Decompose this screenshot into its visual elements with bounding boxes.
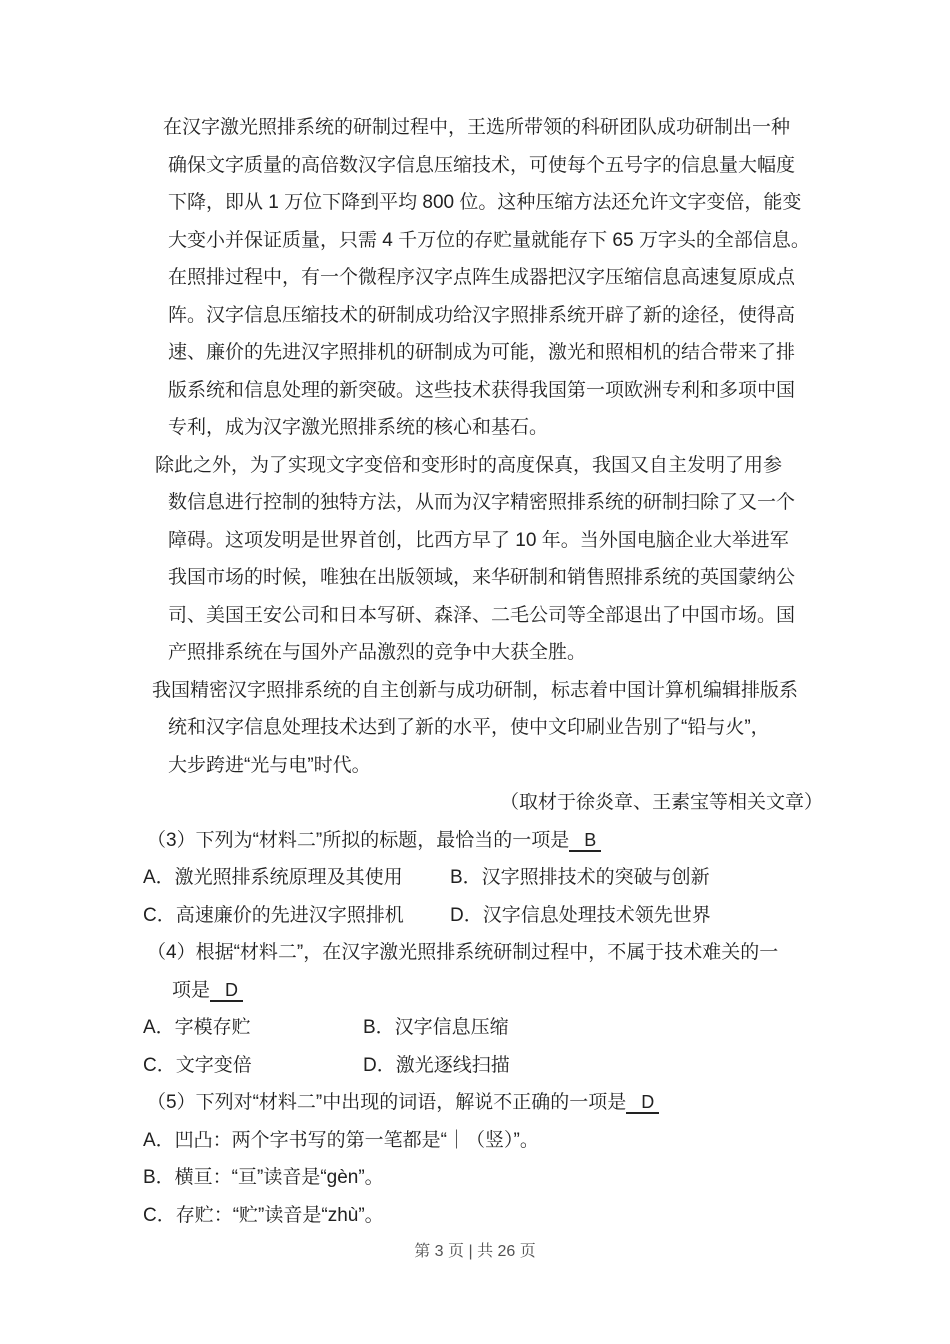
- option: B．汉字照排技术的突破与创新: [450, 867, 710, 888]
- page-indicator: 第 3 页 | 共 26 页: [414, 1243, 536, 1260]
- option: D．汉字信息处理技术领先世界: [450, 904, 711, 926]
- questions-section: [143, 822, 873, 1235]
- document-page: [0, 109, 950, 1234]
- option-row: [143, 1197, 873, 1235]
- option: B．横亘：“亘”读音是“gèn”。: [143, 1167, 384, 1188]
- text-line: 版系统和信息处理的新突破。这些技术获得我国第一项欧洲专利和多项中国: [168, 379, 796, 401]
- question: [143, 1084, 873, 1234]
- text-line: 产照排系统在与国外产品激烈的竞争中大获全胜。: [168, 642, 587, 663]
- text-line: 统和汉字信息处理技术达到了新的水平，使中文印刷业告别了“铅与火”，: [168, 717, 770, 738]
- text-line: 障碍。这项发明是世界首创，比西方早了 10 年。当外国电脑企业大举进军: [168, 529, 789, 551]
- text-line: 下降，即从 1 万位下降到平均 800 位。这种压缩方法还允许文字变倍，能变: [168, 192, 802, 213]
- text-line: 大变小并保证质量，只需 4 千万位的存贮量就能存下 65 万字头的全部信息。: [168, 229, 810, 251]
- option: A．激光照排系统原理及其使用: [143, 867, 403, 888]
- question-stem: [143, 1084, 873, 1122]
- option: C．文字变倍: [143, 1054, 252, 1076]
- option-row: [143, 1159, 873, 1197]
- text-line: 我国精密汉字照排系统的自主创新与成功研制，标志着中国计算机编辑排版系: [152, 679, 799, 701]
- paragraph: [155, 447, 868, 672]
- answer-blank: D: [210, 980, 243, 1002]
- question-stem: [143, 972, 873, 1010]
- text-line: 阵。汉字信息压缩技术的研制成功给汉字照排系统开辟了新的途径，使得高: [168, 304, 796, 326]
- text-line: 确保文字质量的高倍数汉字信息压缩技术，可使每个五号字的信息量大幅度: [168, 154, 796, 176]
- text-line: 专利，成为汉字激光照排系统的核心和基石。: [168, 417, 549, 438]
- material-text: [152, 109, 868, 822]
- option: C．高速廉价的先进汉字照排机: [143, 904, 404, 926]
- answer-blank: D: [626, 1092, 659, 1114]
- text-line: 速、廉价的先进汉字照排机的研制成为可能，激光和照相机的结合带来了排: [168, 342, 796, 363]
- question-stem: [143, 934, 873, 972]
- option-row: [143, 897, 873, 935]
- text-line: 除此之外，为了实现文字变倍和变形时的高度保真，我国又自主发明了用参: [155, 454, 783, 476]
- option: D．激光逐线扫描: [363, 1054, 510, 1076]
- paragraph: [152, 672, 868, 785]
- option: B．汉字信息压缩: [363, 1017, 509, 1038]
- paragraph: [163, 109, 868, 447]
- text-line: 数信息进行控制的独特方法，从而为汉字精密照排系统的研制扫除了又一个: [168, 492, 796, 513]
- source-attribution: （取材于徐炎章、王素宝等相关文章）: [499, 792, 823, 813]
- question-stem-text: （5）下列对“材料二”中出现的词语，解说不正确的一项是: [147, 1092, 627, 1113]
- answer-blank: B: [569, 830, 601, 852]
- question: [143, 822, 873, 935]
- text-line: 大步跨进“光与电”时代。: [168, 754, 371, 776]
- text-line: 司、美国王安公司和日本写研、森泽、二毛公司等全部退出了中国市场。国: [168, 604, 796, 626]
- question-stem-text: 项是: [172, 979, 211, 1001]
- option-row: [143, 1047, 873, 1085]
- material-paragraphs: [152, 109, 868, 784]
- option: A．字模存贮: [143, 1017, 251, 1038]
- option-row: [143, 859, 873, 897]
- option: A．凹凸：两个字书写的第一笔都是“｜（竖）”。: [143, 1129, 539, 1151]
- option-row: [143, 1009, 873, 1047]
- option-row: [143, 1122, 873, 1160]
- question: [143, 934, 873, 1084]
- question-stem-text: （3）下列为“材料二”所拟的标题，最恰当的一项是: [147, 829, 570, 851]
- option: C．存贮：“贮”读音是“zhù”。: [143, 1204, 384, 1226]
- question-stem-text: （4）根据“材料二”，在汉字激光照排系统研制过程中，不属于技术难关的一: [147, 942, 779, 963]
- text-line: 在汉字激光照排系统的研制过程中，王选所带领的科研团队成功研制出一种: [163, 117, 791, 138]
- text-line: 我国市场的时候，唯独在出版领域，来华研制和销售照排系统的英国蒙纳公: [168, 567, 796, 588]
- text-line: 在照排过程中，有一个微程序汉字点阵生成器把汉字压缩信息高速复原成点: [168, 267, 796, 288]
- question-stem: [143, 822, 873, 860]
